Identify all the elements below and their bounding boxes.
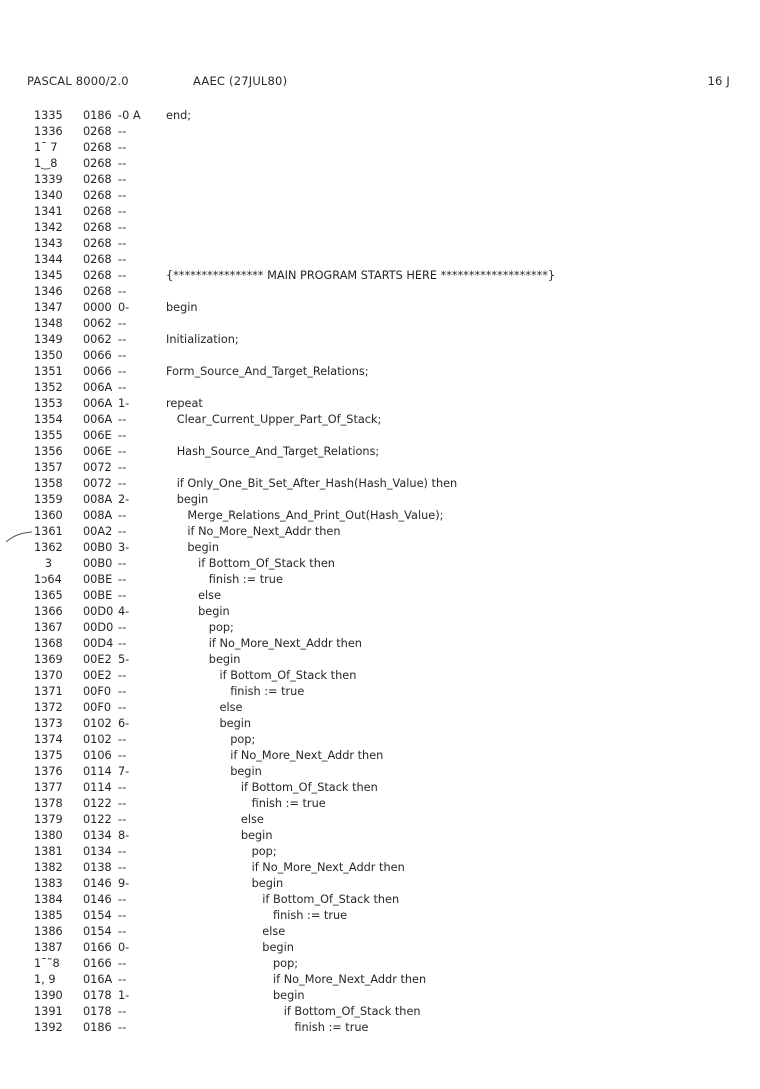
address: 0114 xyxy=(83,765,112,778)
address: 016A xyxy=(83,973,113,986)
line-number: 1353 xyxy=(34,397,63,410)
line-number: 1352 xyxy=(34,381,63,394)
nesting-level: 1- xyxy=(118,989,130,1002)
line-number: 1358 xyxy=(34,477,63,490)
source-code: pop; xyxy=(251,845,277,858)
line-number: 1346 xyxy=(34,285,63,298)
listing-line xyxy=(0,652,760,668)
listing-line xyxy=(0,204,760,220)
address: 0268 xyxy=(83,269,112,282)
listing-line xyxy=(0,540,760,556)
nesting-level: -- xyxy=(118,317,127,330)
line-number: 1356 xyxy=(34,445,63,458)
source-code: if Bottom_Of_Stack then xyxy=(283,1005,421,1018)
source-code: if Bottom_Of_Stack then xyxy=(262,893,400,906)
line-number: 1378 xyxy=(34,797,63,810)
address: 0102 xyxy=(83,717,112,730)
nesting-level: -- xyxy=(118,669,127,682)
nesting-level: -- xyxy=(118,525,127,538)
line-number: 1336 xyxy=(34,125,63,138)
address: 00B0 xyxy=(83,557,113,570)
nesting-level: -- xyxy=(118,797,127,810)
listing-line xyxy=(0,716,760,732)
address: 006A xyxy=(83,397,113,410)
nesting-level: 1- xyxy=(118,397,130,410)
listing-line xyxy=(0,460,760,476)
source-code: if No_More_Next_Addr then xyxy=(187,525,341,538)
line-number: 1377 xyxy=(34,781,63,794)
nesting-level: -- xyxy=(118,1005,127,1018)
listing-line xyxy=(0,412,760,428)
line-number: 1387 xyxy=(34,941,63,954)
nesting-level: -- xyxy=(118,285,127,298)
nesting-level: -- xyxy=(118,685,127,698)
nesting-level: -- xyxy=(118,557,127,570)
listing-line xyxy=(0,764,760,780)
line-number: 1362 xyxy=(34,541,63,554)
nesting-level: -- xyxy=(118,445,127,458)
listing-line xyxy=(0,684,760,700)
listing-line xyxy=(0,796,760,812)
address: 0106 xyxy=(83,749,112,762)
nesting-level: -- xyxy=(118,189,127,202)
line-number: 1386 xyxy=(34,925,63,938)
address: 0268 xyxy=(83,221,112,234)
source-code: Merge_Relations_And_Print_Out(Hash_Value); xyxy=(187,509,444,522)
address: 0268 xyxy=(83,141,112,154)
nesting-level: -- xyxy=(118,909,127,922)
source-code: pop; xyxy=(230,733,256,746)
listing-line xyxy=(0,940,760,956)
nesting-level: -- xyxy=(118,925,127,938)
line-number: 1ˉ˜8 xyxy=(34,957,60,970)
source-code: finish := true xyxy=(208,573,283,586)
listing-line xyxy=(0,236,760,252)
nesting-level: -- xyxy=(118,733,127,746)
line-number: 1341 xyxy=(34,205,63,218)
source-code: finish := true xyxy=(230,685,305,698)
address: 0072 xyxy=(83,461,112,474)
line-number: 1350 xyxy=(34,349,63,362)
address: 00D0 xyxy=(83,605,114,618)
address: 0186 xyxy=(83,1021,112,1034)
listing-line xyxy=(0,252,760,268)
address: 0166 xyxy=(83,957,112,970)
address: 00D4 xyxy=(83,637,114,650)
listing-line xyxy=(0,972,760,988)
compiler-version: PASCAL 8000/2.0 xyxy=(27,74,129,88)
listing-line xyxy=(0,588,760,604)
address: 00B0 xyxy=(83,541,113,554)
line-number: 1357 xyxy=(34,461,63,474)
address: 0062 xyxy=(83,317,112,330)
line-number: 1340 xyxy=(34,189,63,202)
address: 008A xyxy=(83,509,113,522)
line-number: 1376 xyxy=(34,765,63,778)
listing-line xyxy=(0,620,760,636)
nesting-level: -- xyxy=(118,157,127,170)
listing-line xyxy=(0,108,760,124)
line-number: 1ↄ64 xyxy=(34,573,62,586)
nesting-level: 0- xyxy=(118,941,130,954)
nesting-level: -- xyxy=(118,781,127,794)
listing-line xyxy=(0,556,760,572)
address: 006A xyxy=(83,381,113,394)
line-number: 1379 xyxy=(34,813,63,826)
listing-line xyxy=(0,476,760,492)
address: 0102 xyxy=(83,733,112,746)
source-code: begin xyxy=(251,877,284,890)
source-code: pop; xyxy=(208,621,234,634)
line-number: 1369 xyxy=(34,653,63,666)
listing-line xyxy=(0,268,760,284)
project-and-date: AAEC (27JUL80) xyxy=(193,74,288,88)
address: 0114 xyxy=(83,781,112,794)
source-code: begin xyxy=(273,989,305,1002)
source-listing xyxy=(0,108,760,1036)
nesting-level: -- xyxy=(118,381,127,394)
address: 006E xyxy=(83,445,112,458)
nesting-level: -- xyxy=(118,429,127,442)
address: 0138 xyxy=(83,861,112,874)
listing-line xyxy=(0,444,760,460)
address: 0268 xyxy=(83,285,112,298)
listing-line xyxy=(0,780,760,796)
line-number: 1368 xyxy=(34,637,63,650)
listing-line xyxy=(0,1004,760,1020)
line-number: 1383 xyxy=(34,877,63,890)
source-code: if Only_One_Bit_Set_After_Hash(Hash_Value) then xyxy=(176,477,458,490)
line-number: 1347 xyxy=(34,301,63,314)
address: 00F0 xyxy=(83,701,112,714)
nesting-level: -- xyxy=(118,589,127,602)
line-number: 1355 xyxy=(34,429,63,442)
line-number: 1359 xyxy=(34,493,63,506)
address: 0268 xyxy=(83,253,112,266)
line-number: 1374 xyxy=(34,733,63,746)
address: 00E2 xyxy=(83,669,112,682)
listing-line xyxy=(0,316,760,332)
listing-line xyxy=(0,860,760,876)
address: 0178 xyxy=(83,989,112,1002)
line-number: 1344 xyxy=(34,253,63,266)
listing-line xyxy=(0,284,760,300)
line-number: 1385 xyxy=(34,909,63,922)
source-code: repeat xyxy=(166,397,203,410)
listing-line xyxy=(0,124,760,140)
address: 0186 xyxy=(83,109,112,122)
listing-line xyxy=(0,380,760,396)
source-code: else xyxy=(219,701,243,714)
address: 006A xyxy=(83,413,113,426)
listing-line xyxy=(0,668,760,684)
nesting-level: -- xyxy=(118,173,127,186)
address: 0154 xyxy=(83,925,112,938)
source-code: begin xyxy=(166,301,198,314)
listing-line xyxy=(0,636,760,652)
source-code: else xyxy=(262,925,286,938)
nesting-level: 9- xyxy=(118,877,130,890)
line-number: 1391 xyxy=(34,1005,63,1018)
nesting-level: -- xyxy=(118,701,127,714)
listing-line xyxy=(0,828,760,844)
listing-line xyxy=(0,300,760,316)
nesting-level: 0- xyxy=(118,301,130,314)
address: 00D0 xyxy=(83,621,114,634)
listing-line xyxy=(0,140,760,156)
listing-line xyxy=(0,844,760,860)
nesting-level: -0 A xyxy=(118,109,141,122)
line-number: 1‚ 9 xyxy=(34,973,56,986)
line-number: 1382 xyxy=(34,861,63,874)
address: 0146 xyxy=(83,893,112,906)
listing-line xyxy=(0,364,760,380)
source-code: begin xyxy=(187,541,219,554)
listing-line xyxy=(0,604,760,620)
source-code: Clear_Current_Upper_Part_Of_Stack; xyxy=(176,413,382,426)
nesting-level: -- xyxy=(118,461,127,474)
source-code: if No_More_Next_Addr then xyxy=(230,749,384,762)
nesting-level: 6- xyxy=(118,717,130,730)
source-code: Initialization; xyxy=(166,333,239,346)
address: 0268 xyxy=(83,237,112,250)
nesting-level: 4- xyxy=(118,605,130,618)
source-code: begin xyxy=(262,941,294,954)
line-number: 3 xyxy=(34,557,52,570)
address: 00E2 xyxy=(83,653,112,666)
line-number: 1366 xyxy=(34,605,63,618)
address: 0066 xyxy=(83,365,112,378)
nesting-level: -- xyxy=(118,333,127,346)
address: 0166 xyxy=(83,941,112,954)
nesting-level: -- xyxy=(118,813,127,826)
source-code: if Bottom_Of_Stack then xyxy=(219,669,357,682)
nesting-level: -- xyxy=(118,205,127,218)
line-number: 1351 xyxy=(34,365,63,378)
listing-line xyxy=(0,748,760,764)
source-code: if No_More_Next_Addr then xyxy=(208,637,362,650)
source-code: else xyxy=(198,589,222,602)
listing-line xyxy=(0,988,760,1004)
address: 00BE xyxy=(83,573,113,586)
nesting-level: -- xyxy=(118,861,127,874)
source-code: Hash_Source_And_Target_Relations; xyxy=(176,445,380,458)
source-code: else xyxy=(240,813,264,826)
source-code: {**************** MAIN PROGRAM STARTS HERE *******************} xyxy=(166,269,556,282)
source-code: finish := true xyxy=(273,909,348,922)
nesting-level: -- xyxy=(118,573,127,586)
listing-line xyxy=(0,156,760,172)
nesting-level: -- xyxy=(118,141,127,154)
nesting-level: -- xyxy=(118,269,127,282)
line-number: 1367 xyxy=(34,621,63,634)
line-number: 1371 xyxy=(34,685,63,698)
address: 0268 xyxy=(83,173,112,186)
line-number: 1384 xyxy=(34,893,63,906)
nesting-level: -- xyxy=(118,221,127,234)
listing-line xyxy=(0,908,760,924)
line-number: 1342 xyxy=(34,221,63,234)
listing-line xyxy=(0,508,760,524)
source-code: begin xyxy=(176,493,209,506)
line-number: 1375 xyxy=(34,749,63,762)
page-header xyxy=(27,74,730,92)
address: 0268 xyxy=(83,205,112,218)
source-code: if Bottom_Of_Stack then xyxy=(198,557,335,570)
nesting-level: -- xyxy=(118,477,127,490)
address: 0154 xyxy=(83,909,112,922)
nesting-level: -- xyxy=(118,749,127,762)
line-number: 1343 xyxy=(34,237,63,250)
nesting-level: -- xyxy=(118,125,127,138)
listing-line xyxy=(0,732,760,748)
nesting-level: -- xyxy=(118,637,127,650)
listing-line xyxy=(0,172,760,188)
line-number: 1339 xyxy=(34,173,63,186)
source-code: begin xyxy=(240,829,273,842)
source-code: begin xyxy=(219,717,252,730)
nesting-level: -- xyxy=(118,957,127,970)
line-number: 1372 xyxy=(34,701,63,714)
source-code: if Bottom_Of_Stack then xyxy=(240,781,378,794)
address: 00F0 xyxy=(83,685,112,698)
line-number: 1‿8 xyxy=(34,157,58,170)
address: 00BE xyxy=(83,589,113,602)
listing-line xyxy=(0,188,760,204)
nesting-level: -- xyxy=(118,253,127,266)
address: 0146 xyxy=(83,877,112,890)
address: 0062 xyxy=(83,333,112,346)
source-code: if No_More_Next_Addr then xyxy=(273,973,427,986)
line-number: 1360 xyxy=(34,509,63,522)
nesting-level: 2- xyxy=(118,493,130,506)
listing-line xyxy=(0,348,760,364)
address: 0000 xyxy=(83,301,112,314)
listing-line xyxy=(0,876,760,892)
listing-line xyxy=(0,1020,760,1036)
line-number: 1370 xyxy=(34,669,63,682)
nesting-level: -- xyxy=(118,973,127,986)
line-number: 1392 xyxy=(34,1021,63,1034)
line-number: 1348 xyxy=(34,317,63,330)
source-code: pop; xyxy=(273,957,299,970)
nesting-level: -- xyxy=(118,413,127,426)
listing-line xyxy=(0,892,760,908)
line-number: 1380 xyxy=(34,829,63,842)
source-code: begin xyxy=(198,605,230,618)
line-number: 1354 xyxy=(34,413,63,426)
nesting-level: 7- xyxy=(118,765,130,778)
source-code: begin xyxy=(230,765,262,778)
listing-line xyxy=(0,332,760,348)
line-number: 1345 xyxy=(34,269,63,282)
listing-line xyxy=(0,924,760,940)
listing-line xyxy=(0,524,760,540)
address: 0134 xyxy=(83,845,112,858)
address: 00A2 xyxy=(83,525,113,538)
source-code: finish := true xyxy=(294,1021,369,1034)
nesting-level: -- xyxy=(118,365,127,378)
address: 0122 xyxy=(83,813,112,826)
address: 008A xyxy=(83,493,113,506)
line-number: 1373 xyxy=(34,717,63,730)
nesting-level: -- xyxy=(118,845,127,858)
address: 0268 xyxy=(83,189,112,202)
address: 0066 xyxy=(83,349,112,362)
nesting-level: 3- xyxy=(118,541,130,554)
listing-line xyxy=(0,812,760,828)
nesting-level: 5- xyxy=(118,653,130,666)
listing-line xyxy=(0,492,760,508)
address: 0134 xyxy=(83,829,112,842)
line-number: 1390 xyxy=(34,989,63,1002)
line-number: 1ˉ 7 xyxy=(34,141,58,154)
nesting-level: -- xyxy=(118,1021,127,1034)
nesting-level: 8- xyxy=(118,829,130,842)
line-number: 1365 xyxy=(34,589,63,602)
listing-line xyxy=(0,700,760,716)
line-number: 1335 xyxy=(34,109,63,122)
nesting-level: -- xyxy=(118,621,127,634)
listing-line xyxy=(0,572,760,588)
nesting-level: -- xyxy=(118,237,127,250)
nesting-level: -- xyxy=(118,509,127,522)
address: 0268 xyxy=(83,125,112,138)
source-code: if No_More_Next_Addr then xyxy=(251,861,405,874)
source-code: end; xyxy=(166,109,192,122)
source-code: begin xyxy=(208,653,241,666)
address: 006E xyxy=(83,429,112,442)
nesting-level: -- xyxy=(118,893,127,906)
line-number: 1349 xyxy=(34,333,63,346)
address: 0178 xyxy=(83,1005,112,1018)
listing-line xyxy=(0,396,760,412)
source-code: finish := true xyxy=(251,797,326,810)
address: 0268 xyxy=(83,157,112,170)
page-number: 16 J xyxy=(707,74,730,88)
source-code: Form_Source_And_Target_Relations; xyxy=(166,365,369,378)
line-number: 1381 xyxy=(34,845,63,858)
address: 0122 xyxy=(83,797,112,810)
listing-line xyxy=(0,956,760,972)
listing-line xyxy=(0,428,760,444)
margin-pencil-mark xyxy=(4,530,34,544)
line-number: 1361 xyxy=(34,525,63,538)
nesting-level: -- xyxy=(118,349,127,362)
listing-line xyxy=(0,220,760,236)
address: 0072 xyxy=(83,477,112,490)
